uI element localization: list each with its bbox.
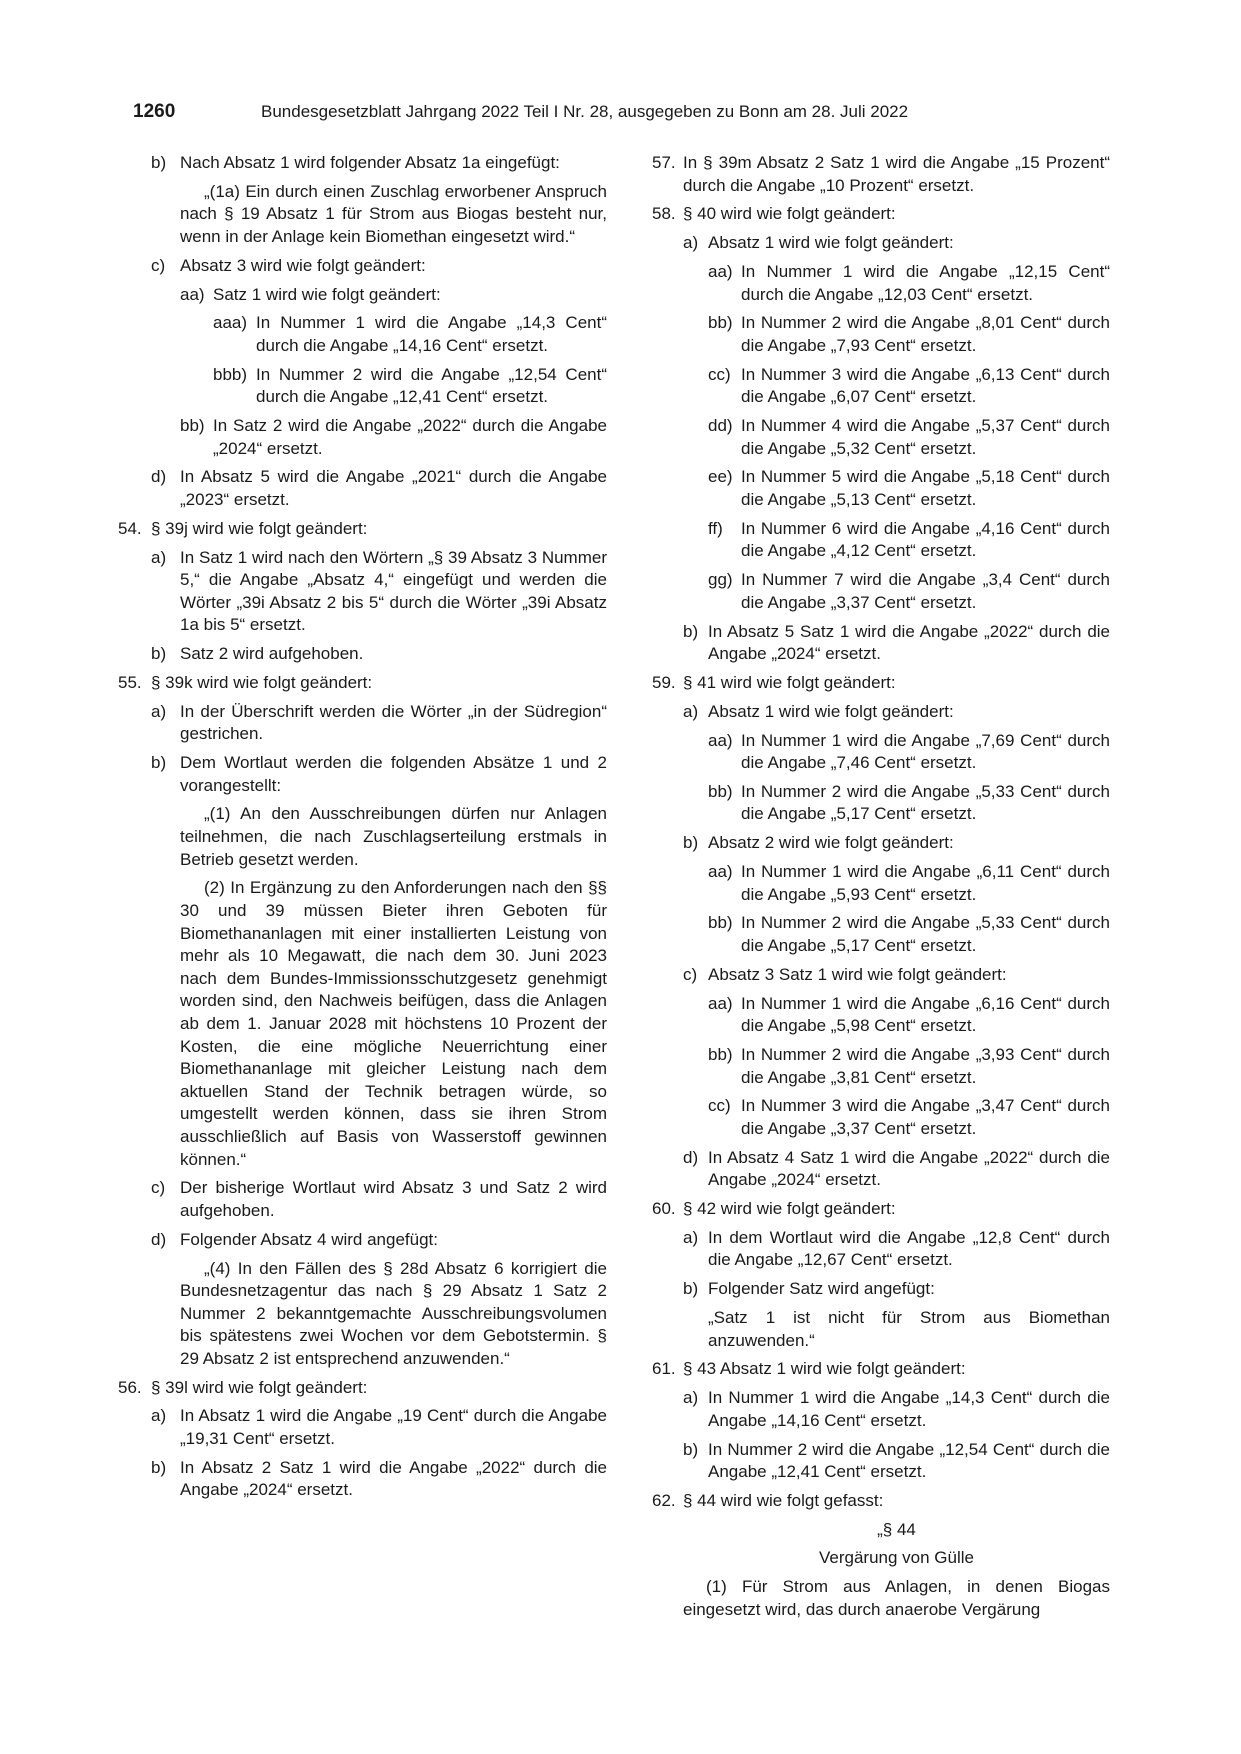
list-item [652, 832, 1110, 855]
list-item [652, 730, 1110, 775]
list-item [151, 312, 607, 357]
item-text: In dem Wortlaut wird die Angabe „12,8 Cent“ durch die Angabe „12,67 Cent“ ersetzt. [708, 1227, 1110, 1270]
item-label: aa) [708, 993, 733, 1013]
item-label: aa) [180, 284, 205, 304]
list-item [652, 1358, 1110, 1381]
list-item [652, 1278, 1110, 1301]
item-label: cc) [708, 1096, 731, 1116]
list-item [652, 964, 1110, 987]
list-item [652, 312, 1110, 357]
item-text: In Nummer 2 wird die Angabe „5,33 Cent“ durch die Angabe „5,17 Cent“ ersetzt. [741, 781, 1110, 824]
item-label: d) [683, 1147, 699, 1167]
item-label: b) [151, 153, 167, 172]
item-text: Dem Wortlaut werden die folgenden Absätze 1 und 2 vorangestellt: [180, 753, 607, 795]
list-item [652, 1095, 1110, 1140]
item-label: cc) [708, 364, 731, 384]
list-item [151, 152, 607, 175]
item-text: In Absatz 1 wird die Angabe „19 Cent“ durch die Angabe „19,31 Cent“ ersetzt. [180, 1406, 607, 1449]
item-label: a) [683, 1388, 699, 1408]
item-label: aa) [708, 862, 733, 882]
item-label: b) [683, 1279, 699, 1299]
paragraph: (1) Für Strom aus Anlagen, in denen Biogas eingesetzt wird, das durch anaerobe Vergärung [683, 1577, 1110, 1619]
list-item [151, 1457, 607, 1502]
item-label: bb) [708, 313, 733, 333]
item-label: a) [683, 701, 699, 721]
list-item [151, 752, 607, 797]
item-text: In Nummer 2 wird die Angabe „12,54 Cent“ durch die Angabe „12,41 Cent“ ersetzt. [708, 1439, 1110, 1482]
item-label: 59. [652, 672, 676, 692]
item-label: b) [151, 753, 167, 773]
item-label: bb) [708, 1044, 733, 1064]
quoted-text: (2) In Ergänzung zu den Anforderungen nach den §§ 30 und 39 müssen Bieter ihren Geboten für Biomethananlagen mit einer installierten Leistung von mehr als 10 Megawatt, die nach dem 30. Juni 2023 nach dem Bundes-Immissionsschutzgesetz genehmigt worden sind, den Nachweis beifügen, dass die Anlagen ab dem 1. Januar 2028 mit höchstens 10 Prozent der Kosten, die eine mögliche Neuerrichtung einer Biomethananlage mit gleicher Leistung nach dem aktuellen Stand der Technik betragen würde, so umgestellt werden können, dass sie ihren Strom ausschließlich auf Basis von Wasserstoff gewinnen können.“ [180, 878, 607, 1169]
list-item [652, 466, 1110, 511]
list-item [652, 261, 1110, 306]
list-item [151, 1229, 607, 1252]
item-text: In Nummer 1 wird die Angabe „14,3 Cent“ durch die Angabe „14,16 Cent“ ersetzt. [708, 1388, 1110, 1430]
item-text: In Satz 1 wird nach den Wörtern „§ 39 Absatz 3 Nummer 5,“ die Angabe „Absatz 4,“ eingefügt und werden die Wörter „39i Absatz 2 bis 5“ durch die Wörter „39i Absatz 1a bis 5“ ersetzt. [180, 547, 607, 635]
list-item [151, 547, 607, 637]
item-text: In Nummer 7 wird die Angabe „3,4 Cent“ durch die Angabe „3,37 Cent“ ersetzt. [741, 570, 1110, 612]
list-item [118, 1377, 607, 1400]
item-label: 56. [118, 1377, 142, 1397]
list-item [151, 701, 607, 746]
item-label: aaa) [213, 313, 248, 333]
item-text: Absatz 2 wird wie folgt geändert: [708, 833, 954, 853]
section-title: Vergärung von Gülle [819, 1548, 974, 1568]
item-label: aa) [708, 730, 733, 750]
item-text: § 39j wird wie folgt geändert: [151, 518, 368, 538]
item-text: Absatz 3 Satz 1 wird wie folgt geändert: [708, 964, 1007, 984]
list-item [652, 912, 1110, 957]
item-text: In Nummer 1 wird die Angabe „6,16 Cent“ durch die Angabe „5,98 Cent“ ersetzt. [741, 993, 1110, 1036]
item-label: a) [683, 1227, 699, 1247]
left-column [118, 152, 607, 1508]
item-text: In Nummer 2 wird die Angabe „3,93 Cent“ durch die Angabe „3,81 Cent“ ersetzt. [741, 1044, 1110, 1087]
item-text: In § 39m Absatz 2 Satz 1 wird die Angabe „15 Prozent“ durch die Angabe „10 Prozent“ ersetzt. [683, 153, 1110, 195]
page-header [133, 101, 1131, 125]
list-item [652, 621, 1110, 666]
list-item [652, 364, 1110, 409]
item-label: gg) [708, 570, 733, 590]
item-label: a) [683, 233, 699, 253]
list-item [652, 1044, 1110, 1089]
list-item [652, 569, 1110, 614]
item-label: c) [151, 1178, 166, 1198]
item-text: In Absatz 2 Satz 1 wird die Angabe „2022“ durch die Angabe „2024“ ersetzt. [180, 1457, 607, 1500]
list-item [652, 203, 1110, 226]
list-item [151, 255, 607, 278]
list-item [151, 364, 607, 409]
item-label: c) [151, 255, 166, 275]
item-label: bb) [180, 416, 205, 436]
list-item [652, 415, 1110, 460]
list-item [151, 1177, 607, 1222]
item-label: 62. [652, 1490, 676, 1510]
list-item [652, 1147, 1110, 1192]
item-label: b) [683, 833, 699, 853]
item-text: § 43 Absatz 1 wird wie folgt geändert: [683, 1359, 966, 1379]
list-item [652, 1227, 1110, 1272]
item-text: In Nummer 6 wird die Angabe „4,16 Cent“ durch die Angabe „4,12 Cent“ ersetzt. [741, 518, 1110, 561]
list-item [118, 672, 607, 695]
list-item [118, 518, 607, 541]
item-label: b) [151, 1457, 167, 1477]
item-text: § 44 wird wie folgt gefasst: [683, 1490, 884, 1510]
quoted-text: „Satz 1 ist nicht für Strom aus Biomethan anzuwenden.“ [708, 1308, 1110, 1350]
item-label: c) [683, 964, 698, 984]
item-text: Satz 2 wird aufgehoben. [180, 644, 364, 664]
item-text: In der Überschrift werden die Wörter „in der Südregion“ gestrichen. [180, 701, 607, 744]
item-text: In Nummer 2 wird die Angabe „8,01 Cent“ durch die Angabe „7,93 Cent“ ersetzt. [741, 313, 1110, 355]
quoted-text: „(1a) Ein durch einen Zuschlag erworbener Anspruch nach § 19 Absatz 1 für Strom aus Biogas besteht nur, wenn in der Anlage kein Biomethan eingesetzt wird.“ [180, 181, 607, 246]
quoted-text: „(1) An den Ausschreibungen dürfen nur Anlagen teilnehmen, die nach Zuschlagserteilung erstmals in Betrieb gesetzt werden. [180, 804, 607, 869]
item-text: § 39l wird wie folgt geändert: [151, 1377, 368, 1397]
item-text: In Satz 2 wird die Angabe „2022“ durch die Angabe „2024“ ersetzt. [213, 416, 607, 458]
item-label: bbb) [213, 364, 248, 384]
item-label: b) [683, 1439, 699, 1459]
item-label: d) [151, 1229, 167, 1249]
item-label: a) [151, 1406, 167, 1426]
item-text: Folgender Satz wird angefügt: [708, 1279, 935, 1299]
page-number: 1260 [133, 101, 176, 122]
item-label: b) [151, 644, 167, 664]
list-item [652, 1198, 1110, 1221]
list-item [652, 232, 1110, 255]
item-text: In Nummer 3 wird die Angabe „6,13 Cent“ durch die Angabe „6,07 Cent“ ersetzt. [741, 364, 1110, 407]
item-text: Der bisherige Wortlaut wird Absatz 3 und Satz 2 wird aufgehoben. [180, 1178, 607, 1220]
item-text: In Absatz 5 wird die Angabe „2021“ durch die Angabe „2023“ ersetzt. [180, 467, 607, 510]
item-label: a) [151, 701, 167, 721]
list-item [652, 1387, 1110, 1432]
item-text: In Absatz 4 Satz 1 wird die Angabe „2022“ durch die Angabe „2024“ ersetzt. [708, 1147, 1110, 1190]
item-text: In Nummer 1 wird die Angabe „6,11 Cent“ durch die Angabe „5,93 Cent“ ersetzt. [741, 862, 1110, 904]
item-text: Satz 1 wird wie folgt geändert: [213, 284, 441, 304]
list-item [151, 415, 607, 460]
item-text: § 40 wird wie folgt geändert: [683, 204, 896, 224]
list-item [652, 1490, 1110, 1513]
item-label: 55. [118, 672, 142, 692]
item-label: 60. [652, 1199, 676, 1219]
list-item [652, 152, 1110, 197]
item-text: In Nummer 3 wird die Angabe „3,47 Cent“ durch die Angabe „3,37 Cent“ ersetzt. [741, 1096, 1110, 1138]
right-column [652, 152, 1110, 1628]
item-text: In Absatz 5 Satz 1 wird die Angabe „2022“ durch die Angabe „2024“ ersetzt. [708, 621, 1110, 664]
item-text: § 42 wird wie folgt geändert: [683, 1199, 896, 1219]
list-item [151, 1405, 607, 1450]
item-label: bb) [708, 913, 733, 933]
list-item [151, 284, 607, 307]
quoted-text: „(4) In den Fällen des § 28d Absatz 6 korrigiert die Bundesnetzagentur das nach § 29 Absatz 1 Satz 2 Nummer 2 bekanntgemachte Ausschreibungsvolumen bis spätestens zwei Wochen vor dem Gebotstermin. § 29 Absatz 2 ist entsprechend anzuwenden.“ [180, 1258, 607, 1368]
item-label: a) [151, 547, 167, 567]
list-item [151, 643, 607, 666]
item-text: In Nummer 2 wird die Angabe „5,33 Cent“ durch die Angabe „5,17 Cent“ ersetzt. [741, 913, 1110, 955]
item-text: In Nummer 1 wird die Angabe „14,3 Cent“ durch die Angabe „14,16 Cent“ ersetzt. [256, 313, 607, 355]
list-item [151, 466, 607, 511]
item-text: Absatz 1 wird wie folgt geändert: [708, 233, 954, 253]
item-label: ee) [708, 467, 733, 487]
item-text: In Nummer 4 wird die Angabe „5,37 Cent“ durch die Angabe „5,32 Cent“ ersetzt. [741, 416, 1110, 458]
item-label: b) [683, 621, 699, 641]
list-item [652, 993, 1110, 1038]
list-item [652, 1439, 1110, 1484]
item-label: 58. [652, 204, 676, 224]
item-label: 57. [652, 153, 676, 172]
item-label: bb) [708, 781, 733, 801]
item-label: aa) [708, 261, 733, 281]
list-item [652, 518, 1110, 563]
list-item [652, 861, 1110, 906]
running-head: Bundesgesetzblatt Jahrgang 2022 Teil I Nr. 28, ausgegeben zu Bonn am 28. Juli 2022 [261, 102, 909, 121]
item-text: Absatz 1 wird wie folgt geändert: [708, 701, 954, 721]
item-label: d) [151, 467, 167, 487]
item-text: In Nummer 5 wird die Angabe „5,18 Cent“ durch die Angabe „5,13 Cent“ ersetzt. [741, 467, 1110, 510]
section-number: „§ 44 [877, 1519, 916, 1539]
item-label: ff) [708, 518, 723, 538]
item-label: dd) [708, 416, 733, 436]
item-label: 54. [118, 518, 142, 538]
item-text: § 41 wird wie folgt geändert: [683, 672, 896, 692]
item-text: In Nummer 1 wird die Angabe „12,15 Cent“ durch die Angabe „12,03 Cent“ ersetzt. [741, 261, 1110, 304]
list-item [652, 701, 1110, 724]
item-text: § 39k wird wie folgt geändert: [151, 672, 373, 692]
item-text: In Nummer 1 wird die Angabe „7,69 Cent“ durch die Angabe „7,46 Cent“ ersetzt. [741, 730, 1110, 773]
item-text: Folgender Absatz 4 wird angefügt: [180, 1229, 438, 1249]
item-text: In Nummer 2 wird die Angabe „12,54 Cent“ durch die Angabe „12,41 Cent“ ersetzt. [256, 364, 607, 407]
list-item [652, 672, 1110, 695]
list-item [652, 781, 1110, 826]
item-label: 61. [652, 1359, 676, 1379]
item-text: Nach Absatz 1 wird folgender Absatz 1a eingefügt: [180, 153, 560, 172]
item-text: Absatz 3 wird wie folgt geändert: [180, 255, 426, 275]
